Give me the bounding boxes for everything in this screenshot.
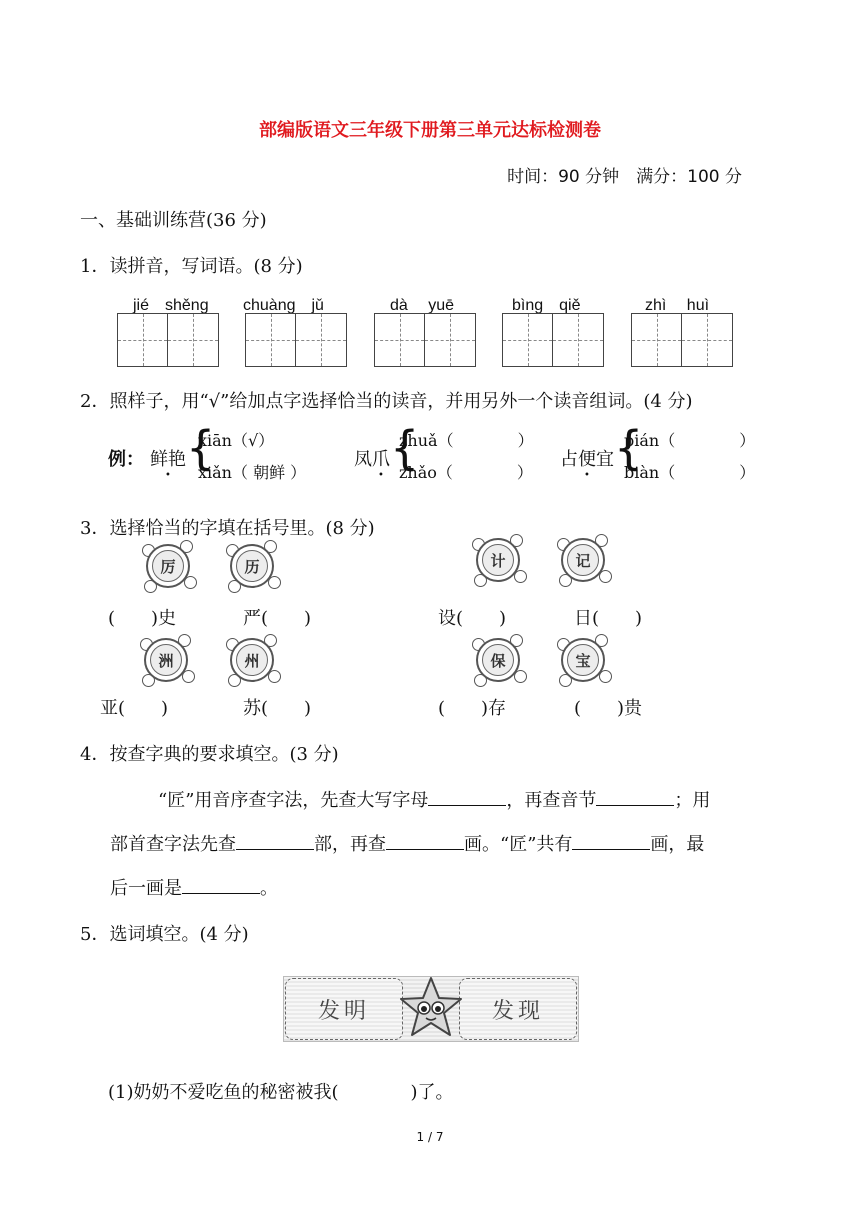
char-badge: 历 <box>224 538 280 594</box>
answer-blank[interactable] <box>182 875 260 894</box>
fill-blank[interactable]: ( )存 <box>438 698 507 719</box>
char-badge: 计 <box>470 532 526 588</box>
example-reading-2: xiǎn（ 朝鲜 ） <box>198 463 307 482</box>
question-5-label: 5．选词填空。(4 分) <box>80 924 249 945</box>
char-badge: 洲 <box>138 632 194 688</box>
brace-icon: { <box>614 421 644 475</box>
word-3-reading-2[interactable]: biàn（ ） <box>624 463 756 482</box>
page-number: 1 / 7 <box>416 1130 444 1144</box>
question-1-label: 1．读拼音，写词语。(8 分) <box>80 256 303 277</box>
char-badge: 州 <box>224 632 280 688</box>
word-option-a: 发明 <box>285 978 403 1040</box>
answer-blank[interactable] <box>596 787 674 806</box>
answer-blank[interactable] <box>428 787 506 806</box>
fill-blank[interactable]: ( )史 <box>108 608 177 629</box>
answer-blank[interactable] <box>236 831 314 850</box>
pinyin-3: dà yuē <box>390 297 455 314</box>
q4-line-1: “匠”用音序查字法，先查大写字母 ，再查音节 ；用 <box>158 786 710 812</box>
char-badge: 宝 <box>555 632 611 688</box>
writing-grid-2[interactable] <box>245 313 347 367</box>
word-2-reading-1[interactable]: zhuǎ（ ） <box>399 431 534 450</box>
writing-grid-4[interactable] <box>502 313 604 367</box>
fill-blank[interactable]: 日( ) <box>574 608 643 629</box>
word-2-reading-2[interactable]: zhǎo（ ） <box>399 463 533 482</box>
char-badge: 保 <box>470 632 526 688</box>
exam-meta: 时间：90 分钟 满分：100 分 <box>507 167 742 187</box>
emphasis-dot: • <box>165 470 171 481</box>
fill-blank[interactable]: 设( ) <box>438 608 507 629</box>
word-3-reading-1[interactable]: pián（ ） <box>624 431 756 450</box>
q4-line-3: 后一画是 。 <box>110 874 278 900</box>
char-badge: 厉 <box>140 538 196 594</box>
brace-icon: { <box>390 421 420 475</box>
word-option-b: 发现 <box>459 978 577 1040</box>
writing-grid-1[interactable] <box>117 313 219 367</box>
example-label: 例： <box>108 449 144 470</box>
question-4-label: 4．按查字典的要求填空。(3 分) <box>80 744 339 765</box>
pinyin-1: jié shěng <box>133 297 209 314</box>
word-3: 占便宜 <box>560 449 614 470</box>
question-2-label: 2．照样子，用“√”给加点字选择恰当的读音，并用另外一个读音组词。(4 分) <box>80 391 693 412</box>
char-badge: 记 <box>555 532 611 588</box>
word-2: 凤爪 <box>354 449 390 470</box>
star-mascot-icon <box>397 974 465 1042</box>
pinyin-5: zhì huì <box>645 297 710 314</box>
page-title: 部编版语文三年级下册第三单元达标检测卷 <box>259 120 601 141</box>
question-3-label: 3．选择恰当的字填在括号里。(8 分) <box>80 518 375 539</box>
fill-blank[interactable]: 严( ) <box>243 608 312 629</box>
fill-blank[interactable]: ( )贵 <box>574 698 643 719</box>
pinyin-2: chuàng jǔ <box>243 297 324 314</box>
writing-grid-5[interactable] <box>631 313 733 367</box>
q5-sentence-1[interactable]: (1)奶奶不爱吃鱼的秘密被我( )了。 <box>108 1082 454 1103</box>
example-word: 鲜艳 <box>150 449 186 470</box>
emphasis-dot: • <box>584 470 590 481</box>
example-reading-1: xiān（√） <box>198 431 275 450</box>
q4-line-2: 部首查字法先查 部，再查 画。“匠”共有 画，最 <box>110 830 704 856</box>
emphasis-dot: • <box>378 470 384 481</box>
fill-blank[interactable]: 苏( ) <box>243 698 312 719</box>
answer-blank[interactable] <box>386 831 464 850</box>
section-heading: 一、基础训练营(36 分) <box>80 210 267 231</box>
answer-blank[interactable] <box>572 831 650 850</box>
writing-grid-3[interactable] <box>374 313 476 367</box>
brace-icon: { <box>186 421 216 475</box>
pinyin-4: bìng qiě <box>512 297 581 314</box>
fill-blank[interactable]: 亚( ) <box>100 698 169 719</box>
